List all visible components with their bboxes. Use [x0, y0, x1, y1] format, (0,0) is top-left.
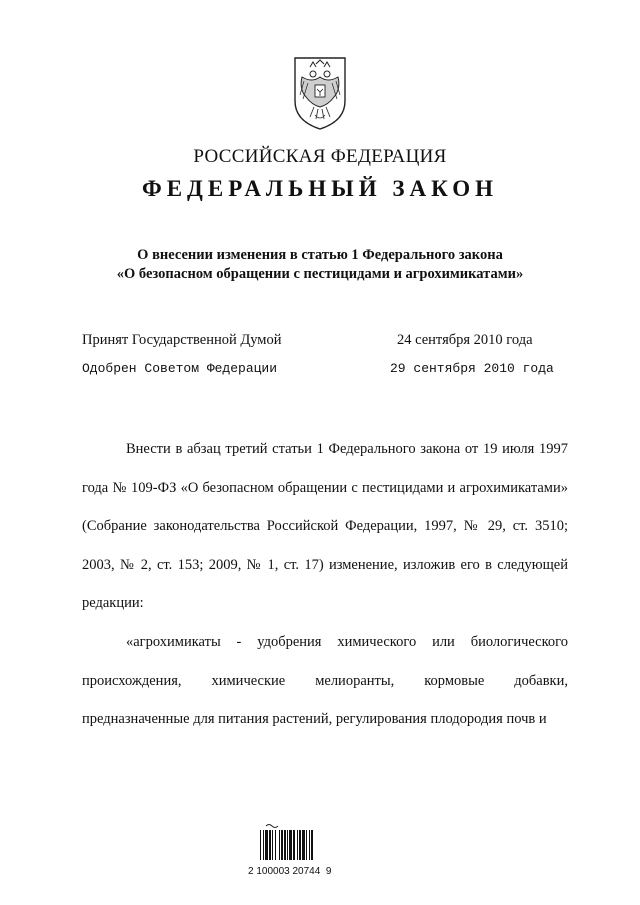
law-type-heading: ФЕДЕРАЛЬНЫЙ ЗАКОН: [141, 176, 499, 201]
barcode-bar: [284, 830, 286, 860]
coat-of-arms-emblem: [290, 55, 350, 131]
council-approval-label: Одобрен Советом Федерации: [82, 361, 278, 376]
country-heading: РОССИЙСКАЯ ФЕДЕРАЦИЯ: [193, 146, 447, 167]
barcode-bar: [299, 830, 301, 860]
law-title-line: О внесении изменения в статью 1 Федерального закона: [137, 247, 503, 263]
barcode-bar: [306, 830, 307, 860]
duma-adoption-label: Принят Государственной Думой: [82, 332, 282, 348]
barcode-bar: [269, 830, 271, 860]
barcode-bar: [265, 830, 268, 860]
barcode-bar: [311, 830, 313, 860]
barcode-bar: [272, 830, 273, 860]
barcode-bar: [289, 830, 292, 860]
barcode-bar: [263, 830, 264, 860]
barcode-bar: [287, 830, 288, 860]
body-paragraph: «агрохимикаты - удобрения химического или биологического происхождения, химические мелиоранты, кормовые добавки, предназначенные для питания растений, регулирования плодородия почв и: [82, 633, 568, 728]
barcode-bar: [260, 830, 261, 860]
barcode-bar: [302, 830, 305, 860]
barcode-number: 2 100003 20744 9: [248, 866, 332, 877]
barcode: [258, 822, 334, 862]
law-title: [0, 246, 640, 284]
barcode-bar: [281, 830, 283, 860]
duma-adoption-date: 24 сентября 2010 года: [397, 332, 533, 348]
law-body: [82, 430, 568, 739]
barcode-bar: [297, 830, 298, 860]
barcode-bar: [279, 830, 280, 860]
law-title-line: «О безопасном обращении с пестицидами и агрохимикатами»: [116, 266, 524, 282]
council-approval-date: 29 сентября 2010 года: [390, 361, 554, 376]
barcode-bar: [293, 830, 295, 860]
barcode-bar: [275, 830, 276, 860]
body-paragraph: Внести в абзац третий статьи 1 Федерального закона от 19 июля 1997 года № 109-ФЗ «О безопасном обращении с пестицидами и агрохимикатами» (Собрание законодательства Российской Федерации, 1997, № 29, ст. 3510; 2003, № 2, ст. 153; 2009, № 1, ст. 17) изменение, изложив его в следующей редакции:: [82, 441, 568, 612]
barcode-bar: [309, 830, 310, 860]
